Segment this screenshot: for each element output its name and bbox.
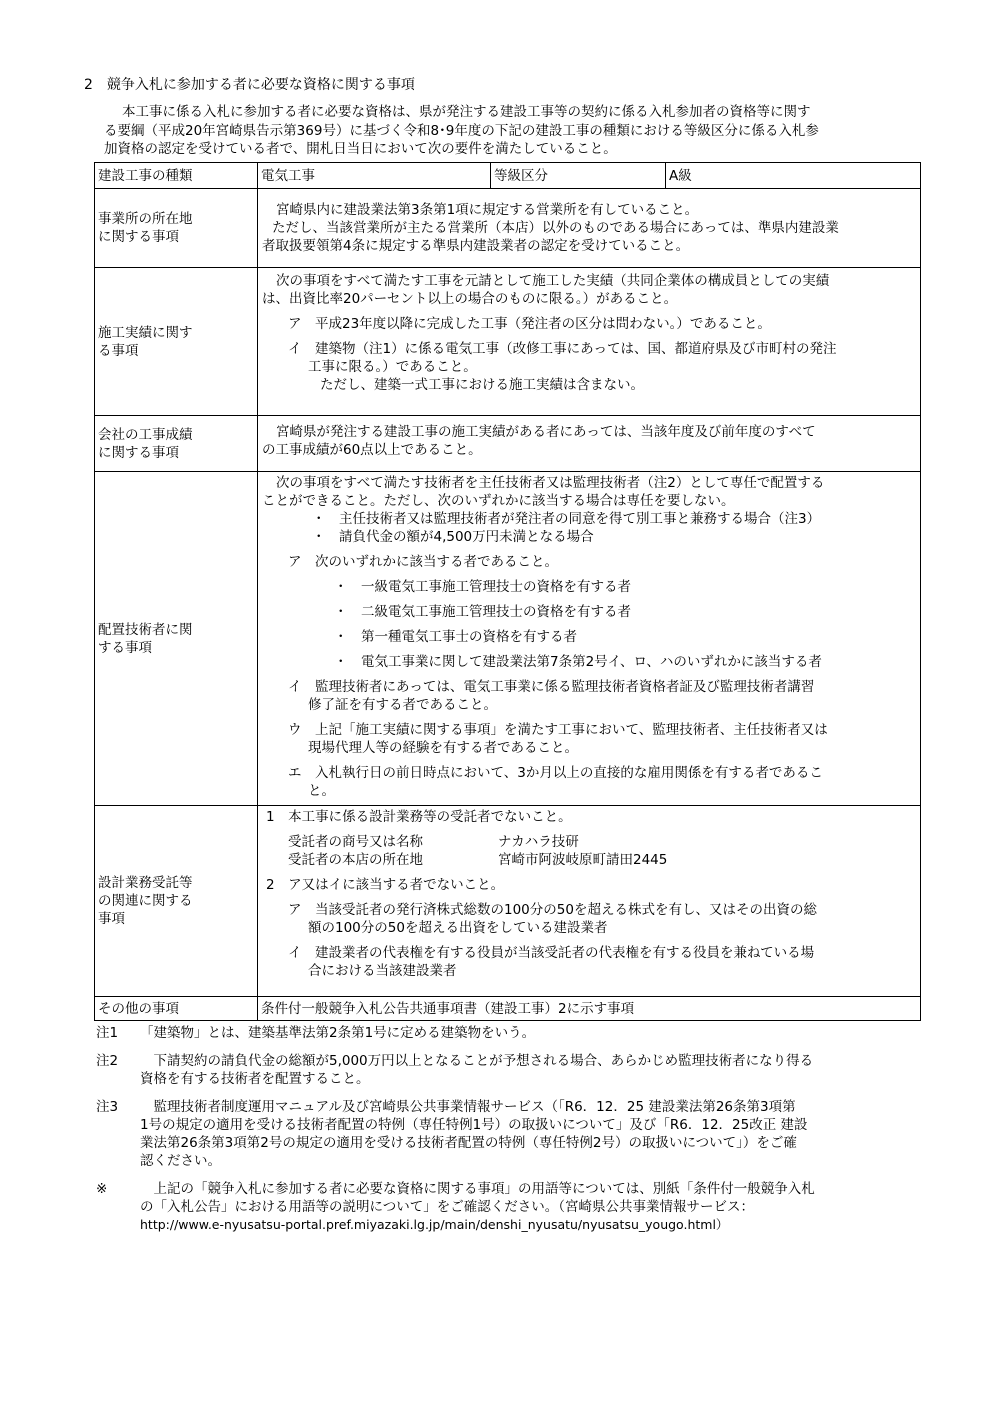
- trustee-name-row: [262, 833, 914, 851]
- note-line: 資格を有する技術者を配置すること。: [140, 1071, 370, 1087]
- note-line: の「入札公告」における用語等の説明について」をご確認ください。（宮崎県公共事業情報サービス：: [140, 1199, 754, 1215]
- note-line: 上記の「競争入札に参加する者に必要な資格に関する事項」の用語等については、別紙「条件付一般競争入札: [140, 1181, 815, 1197]
- note-mark: 注1: [96, 1025, 119, 1041]
- record-item-i: イ 建築物（注1）に係る電気工事（改修工事にあっては、国、都道府県及び市町村の発注: [288, 341, 837, 357]
- score-label: [95, 416, 258, 472]
- content-line: 宮崎県内に建設業法第3条第1項に規定する営業所を有していること。: [276, 202, 699, 218]
- intro-line: る要綱（平成20年宮崎県告示第369号）に基づく令和8･9年度の下記の建設工事の種類における等級区分に係る入札参: [104, 122, 819, 139]
- office-label: [95, 189, 258, 268]
- notes-section: [96, 1024, 926, 1244]
- content-line: 工事に限る。）であること。: [308, 359, 477, 375]
- content-line: の工事成績が60点以上であること。: [262, 442, 482, 458]
- content-line: 合における当該建設業者: [308, 963, 457, 979]
- content-line: 宮崎県が発注する建設工事の施工実績がある者にあっては、当該年度及び前年度のすべて: [276, 424, 816, 440]
- content-line: 次の事項をすべて満たす技術者を主任技術者又は監理技術者（注2）として専任で配置する: [276, 475, 825, 491]
- engineer-item-i: イ 監理技術者にあっては、電気工事業に係る監理技術者資格者証及び監理技術者講習: [288, 679, 815, 695]
- reference-url[interactable]: http://www.e-nyusatsu-portal.pref.miyazaki.lg.jp/main/denshi_nyusatu/nyusatsu_yougo.html）: [140, 1217, 729, 1232]
- design-item-2: 2 ア又はイに該当する者でないこと。: [266, 877, 505, 893]
- table-row-construction-type: [95, 163, 921, 189]
- engineer-label: [95, 472, 258, 806]
- note-3: [96, 1098, 926, 1170]
- intro-line: 本工事に係る入札に参加する者に必要な資格は、県が発注する建設工事等の契約に係る入札参加者の資格等に関す: [122, 104, 811, 120]
- label-line: に関する事項: [98, 229, 179, 245]
- section-heading: 2 競争入札に参加する者に必要な資格に関する事項: [84, 77, 415, 93]
- note-line: 「建築物」とは、建築基準法第2条第1号に定める建築物をいう。: [140, 1025, 536, 1041]
- content-line: 次の事項をすべて満たす工事を元請として施工した実績（共同企業体の構成員としての実績: [276, 273, 830, 289]
- trustee-name: ナカハラ技研: [498, 834, 579, 850]
- score-content: [258, 416, 921, 472]
- qualification-item: ・ 第一種電気工事士の資格を有する者: [334, 629, 577, 645]
- label-line: に関する事項: [98, 444, 179, 461]
- design-content: [258, 806, 921, 997]
- label-line: 事業所の所在地: [98, 211, 193, 227]
- grade-label: 等級区分: [491, 163, 666, 189]
- note-1: [96, 1024, 926, 1042]
- content-line: ことができること。ただし、次のいずれかに該当する場合は専任を要しない。: [262, 493, 735, 509]
- note-reference: [96, 1180, 926, 1234]
- engineer-content: [258, 472, 921, 806]
- intro-line: 加資格の認定を受けている者で、開札日当日において次の要件を満たしていること。: [104, 141, 617, 157]
- engineer-item-a: ア 次のいずれかに該当する者であること。: [288, 554, 558, 570]
- content-line: 額の100分の50を超える出資をしている建設業者: [308, 920, 608, 936]
- exception-item: ・ 請負代金の額が4,500万円未満となる場合: [312, 529, 594, 545]
- content-line: 者取扱要領第4条に規定する準県内建設業者の認定を受けていること。: [262, 238, 690, 254]
- label-line: 会社の工事成績: [98, 426, 193, 443]
- note-text: [140, 1024, 926, 1042]
- construction-type-label: 建設工事の種類: [95, 163, 258, 189]
- note-line: 業法第26条第3項第2号の規定の適用を受ける技術者配置の特例（専任特例2号）の取扱いについて」）をご確: [140, 1135, 797, 1151]
- label-line: する事項: [98, 639, 152, 656]
- qualification-item: ・ 一級電気工事施工管理技士の資格を有する者: [334, 579, 631, 595]
- label-line: る事項: [98, 342, 139, 359]
- content-line: は、出資比率20パーセント以上の場合のものに限る。）があること。: [262, 291, 678, 307]
- exception-item: ・ 主任技術者又は監理技術者が発注者の同意を得て別工事と兼務する場合（注3）: [312, 511, 821, 527]
- qualification-item: ・ 電気工事業に関して建設業法第7条第2号イ、ロ、ハのいずれかに該当する者: [334, 654, 822, 670]
- grade-value: A級: [666, 163, 921, 189]
- record-item-a: ア 平成23年度以降に完成した工事（発注者の区分は問わない。）であること。: [288, 316, 771, 332]
- design-item-1: 1 本工事に係る設計業務等の受託者でないこと。: [266, 809, 572, 825]
- note-line: 監理技術者制度運用マニュアル及び宮崎県公共事業情報サービス（「R6．12．25 建設業法第26条第3項第: [140, 1099, 796, 1115]
- content-line: と。: [308, 783, 335, 799]
- engineer-item-e: エ 入札執行日の前日時点において、3か月以上の直接的な雇用関係を有する者であるこ: [288, 765, 823, 781]
- requirements-table: [94, 162, 921, 1021]
- content-line: 修了証を有する者であること。: [308, 697, 497, 713]
- label-line: 事項: [98, 911, 125, 927]
- note-mark: ※: [96, 1181, 108, 1197]
- table-row-score: [95, 416, 921, 472]
- content-line: ただし、当該営業所が主たる営業所（本店）以外のものである場合にあっては、準県内建設業: [272, 220, 839, 236]
- note-mark: 注3: [96, 1099, 119, 1115]
- label-line: 設計業務受託等: [98, 875, 193, 891]
- design-item-i: イ 建設業者の代表権を有する役員が当該受託者の代表権を有する役員を兼ねている場: [288, 945, 815, 961]
- table-row-office: [95, 189, 921, 268]
- content-line: 現場代理人等の経験を有する者であること。: [308, 740, 578, 756]
- design-label: [95, 806, 258, 997]
- content-line: ただし、建築一式工事における施工実績は含まない。: [320, 377, 644, 393]
- trustee-address-label: 受託者の本店の所在地: [288, 852, 423, 868]
- note-text: [140, 1180, 926, 1234]
- design-item-a: ア 当該受託者の発行済株式総数の100分の50を超える株式を有し、又はその出資の総: [288, 902, 817, 918]
- other-label: その他の事項: [95, 997, 258, 1021]
- note-2: [96, 1052, 926, 1088]
- qualification-item: ・ 二級電気工事施工管理技士の資格を有する者: [334, 604, 631, 620]
- note-text: [140, 1052, 926, 1088]
- table-row-other: [95, 997, 921, 1021]
- note-mark: 注2: [96, 1053, 119, 1069]
- table-row-design: [95, 806, 921, 997]
- trustee-address: 宮崎市阿波岐原町請田2445: [498, 852, 668, 868]
- note-text: [140, 1098, 926, 1170]
- label-line: の関連に関する: [98, 893, 193, 909]
- note-line: 下請契約の請負代金の総額が5,000万円以上となることが予想される場合、あらかじめ監理技術者になり得る: [140, 1053, 814, 1069]
- label-line: 配置技術者に関: [98, 621, 193, 638]
- table-row-engineer: [95, 472, 921, 806]
- record-label: [95, 268, 258, 416]
- construction-type-value: 電気工事: [258, 163, 491, 189]
- office-content: [258, 189, 921, 268]
- label-line: 施工実績に関す: [98, 324, 193, 341]
- note-line: 1号の規定の適用を受ける技術者配置の特例（専任特例1号）の取扱いについて」及び「R6．12．25改正 建設: [140, 1117, 808, 1133]
- table-row-record: [95, 268, 921, 416]
- intro-paragraph: [104, 103, 894, 159]
- record-content: [258, 268, 921, 416]
- other-value: 条件付一般競争入札公告共通事項書（建設工事）2に示す事項: [258, 997, 921, 1021]
- trustee-address-row: [262, 851, 914, 869]
- note-line: 認ください。: [140, 1153, 221, 1169]
- engineer-item-u: ウ 上記「施工実績に関する事項」を満たす工事において、監理技術者、主任技術者又は: [288, 722, 828, 738]
- trustee-name-label: 受託者の商号又は名称: [288, 834, 423, 850]
